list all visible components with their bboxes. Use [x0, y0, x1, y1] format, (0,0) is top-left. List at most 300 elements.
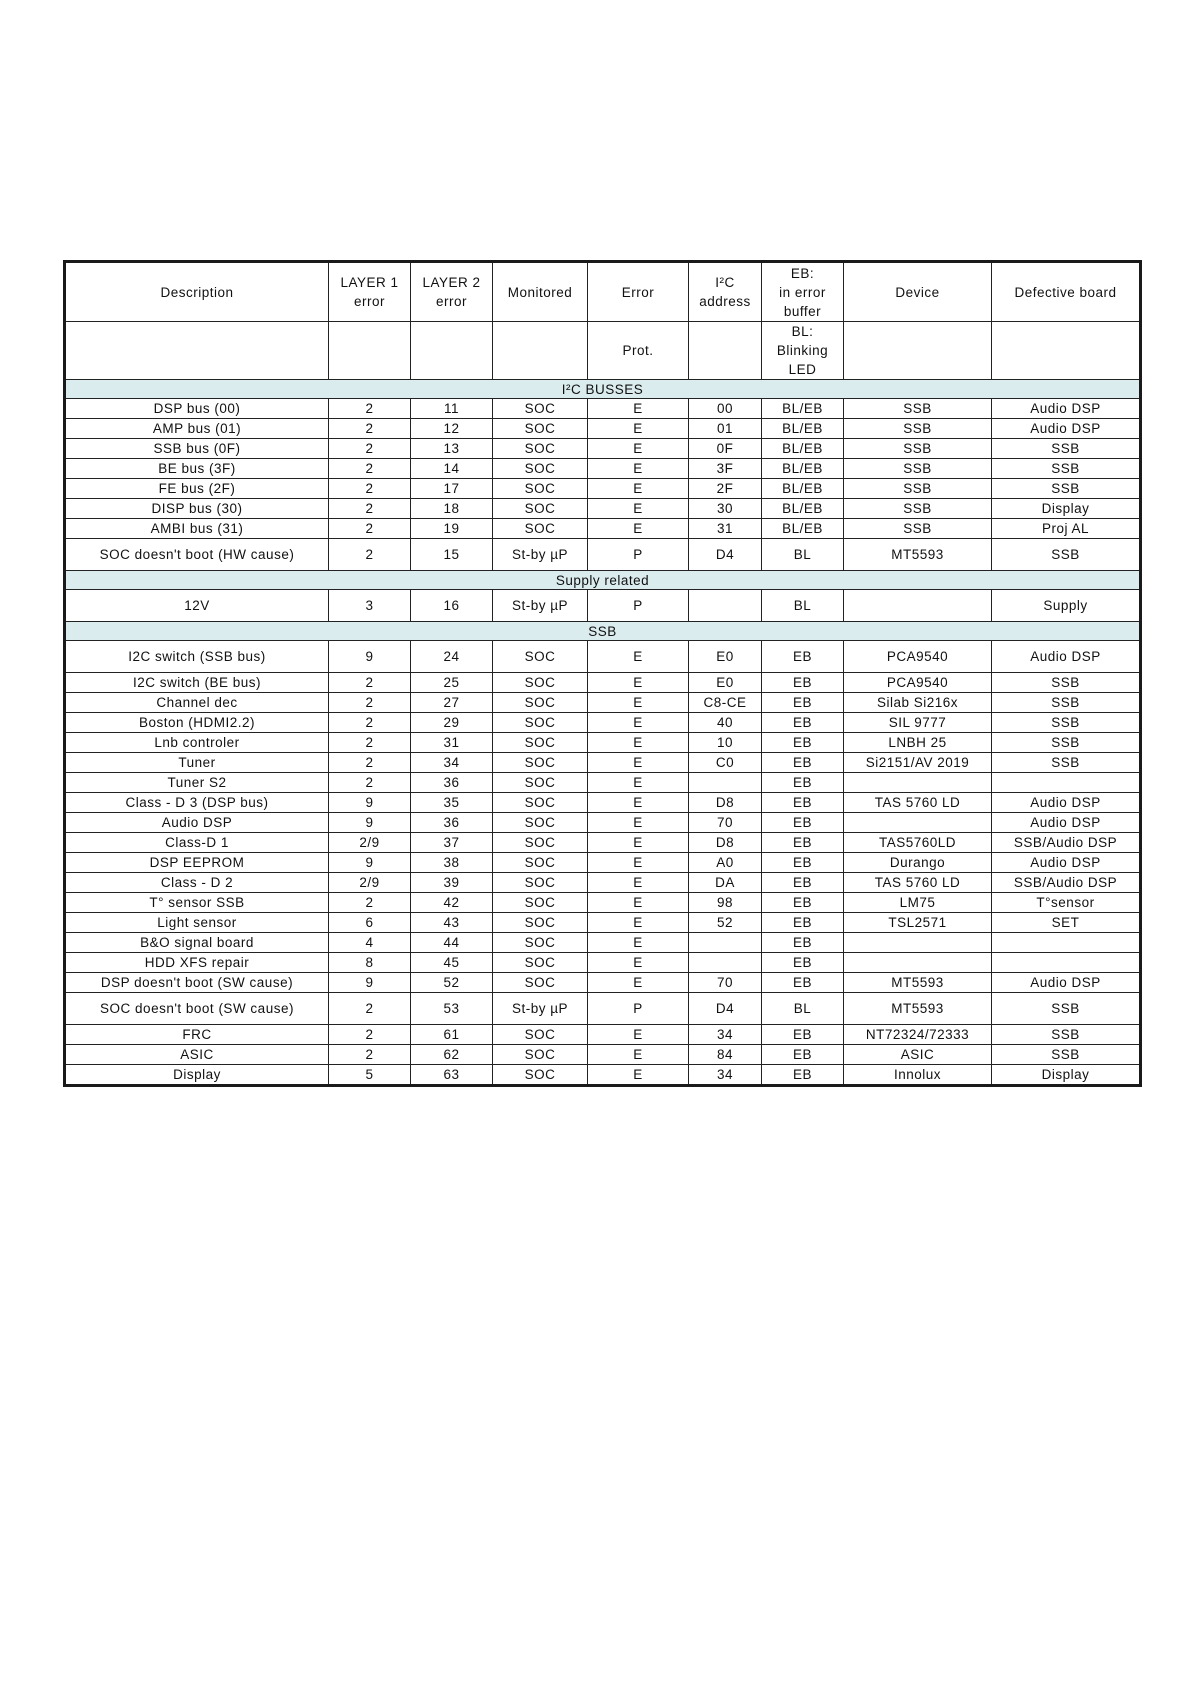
cell-device: [844, 590, 992, 622]
cell-error: E: [588, 853, 689, 873]
cell-eb-bl: EB: [762, 733, 844, 753]
cell-monitored: SOC: [493, 953, 588, 973]
header-eb: EB: in error buffer: [762, 262, 844, 322]
header2-empty: [844, 322, 992, 380]
cell-eb-bl: EB: [762, 833, 844, 853]
header-row: [65, 262, 1141, 322]
cell-layer1: 2: [329, 419, 411, 439]
cell-error: E: [588, 893, 689, 913]
cell-layer2: 62: [411, 1045, 493, 1065]
table-row: [65, 813, 1141, 833]
header-bl: BL: Blinking LED: [762, 322, 844, 380]
cell-eb-bl: BL/EB: [762, 479, 844, 499]
cell-desc: DSP bus (00): [65, 399, 329, 419]
cell-desc: HDD XFS repair: [65, 953, 329, 973]
cell-device: SSB: [844, 459, 992, 479]
cell-layer1: 6: [329, 913, 411, 933]
cell-i2c-address: [689, 773, 762, 793]
header-row-2: [65, 322, 1141, 380]
header2-empty: [65, 322, 329, 380]
cell-layer2: 53: [411, 993, 493, 1025]
cell-monitored: SOC: [493, 499, 588, 519]
cell-device: [844, 813, 992, 833]
table-row: [65, 1045, 1141, 1065]
header2-empty: [411, 322, 493, 380]
cell-eb-bl: EB: [762, 673, 844, 693]
cell-layer1: 2: [329, 893, 411, 913]
cell-monitored: SOC: [493, 459, 588, 479]
table-row: [65, 753, 1141, 773]
cell-layer2: 17: [411, 479, 493, 499]
table-row: [65, 933, 1141, 953]
cell-layer2: 19: [411, 519, 493, 539]
cell-desc: Lnb controler: [65, 733, 329, 753]
cell-error: E: [588, 519, 689, 539]
cell-error: P: [588, 590, 689, 622]
cell-desc: AMBI bus (31): [65, 519, 329, 539]
header2-empty: [329, 322, 411, 380]
table-row: [65, 399, 1141, 419]
cell-layer1: 2: [329, 539, 411, 571]
cell-layer2: 45: [411, 953, 493, 973]
cell-device: TAS 5760 LD: [844, 873, 992, 893]
cell-eb-bl: BL/EB: [762, 499, 844, 519]
cell-monitored: SOC: [493, 873, 588, 893]
cell-monitored: St-by µP: [493, 590, 588, 622]
cell-desc: I2C switch (BE bus): [65, 673, 329, 693]
table-row: [65, 873, 1141, 893]
table-row: [65, 459, 1141, 479]
table-row: [65, 439, 1141, 459]
cell-eb-bl: BL/EB: [762, 519, 844, 539]
cell-desc: Audio DSP: [65, 813, 329, 833]
cell-defective-board: Audio DSP: [992, 973, 1141, 993]
cell-i2c-address: 70: [689, 813, 762, 833]
cell-layer2: 14: [411, 459, 493, 479]
table-row: [65, 499, 1141, 519]
cell-layer1: 2: [329, 459, 411, 479]
cell-desc: Tuner: [65, 753, 329, 773]
cell-layer2: 38: [411, 853, 493, 873]
cell-monitored: SOC: [493, 733, 588, 753]
cell-device: PCA9540: [844, 641, 992, 673]
cell-error: E: [588, 753, 689, 773]
cell-i2c-address: 2F: [689, 479, 762, 499]
cell-i2c-address: E0: [689, 673, 762, 693]
cell-i2c-address: A0: [689, 853, 762, 873]
cell-monitored: SOC: [493, 419, 588, 439]
header-error-prot: Prot.: [588, 322, 689, 380]
cell-desc: Light sensor: [65, 913, 329, 933]
cell-device: TSL2571: [844, 913, 992, 933]
cell-desc: Class - D 2: [65, 873, 329, 893]
cell-i2c-address: 40: [689, 713, 762, 733]
cell-layer2: 13: [411, 439, 493, 459]
cell-defective-board: Audio DSP: [992, 399, 1141, 419]
cell-device: MT5593: [844, 993, 992, 1025]
cell-device: MT5593: [844, 539, 992, 571]
cell-i2c-address: [689, 953, 762, 973]
cell-device: SSB: [844, 419, 992, 439]
cell-desc: DSP doesn't boot (SW cause): [65, 973, 329, 993]
cell-i2c-address: D8: [689, 833, 762, 853]
cell-eb-bl: EB: [762, 853, 844, 873]
cell-layer2: 11: [411, 399, 493, 419]
cell-defective-board: SSB: [992, 733, 1141, 753]
cell-monitored: SOC: [493, 753, 588, 773]
cell-layer1: 2: [329, 673, 411, 693]
cell-device: [844, 773, 992, 793]
cell-defective-board: SSB: [992, 693, 1141, 713]
cell-i2c-address: 34: [689, 1065, 762, 1086]
cell-error: E: [588, 673, 689, 693]
cell-i2c-address: 52: [689, 913, 762, 933]
cell-eb-bl: EB: [762, 693, 844, 713]
cell-monitored: SOC: [493, 973, 588, 993]
cell-desc: FRC: [65, 1025, 329, 1045]
cell-error: E: [588, 813, 689, 833]
cell-defective-board: Supply: [992, 590, 1141, 622]
cell-defective-board: [992, 953, 1141, 973]
cell-defective-board: Audio DSP: [992, 813, 1141, 833]
cell-error: E: [588, 439, 689, 459]
cell-error: E: [588, 479, 689, 499]
cell-layer2: 18: [411, 499, 493, 519]
cell-monitored: SOC: [493, 641, 588, 673]
cell-monitored: SOC: [493, 1065, 588, 1086]
cell-error: E: [588, 693, 689, 713]
cell-desc: T° sensor SSB: [65, 893, 329, 913]
cell-eb-bl: EB: [762, 873, 844, 893]
cell-layer2: 25: [411, 673, 493, 693]
cell-error: E: [588, 399, 689, 419]
cell-i2c-address: 00: [689, 399, 762, 419]
cell-i2c-address: E0: [689, 641, 762, 673]
cell-defective-board: [992, 773, 1141, 793]
cell-error: E: [588, 773, 689, 793]
cell-defective-board: [992, 933, 1141, 953]
cell-defective-board: SSB: [992, 1045, 1141, 1065]
cell-layer1: 5: [329, 1065, 411, 1086]
cell-i2c-address: 01: [689, 419, 762, 439]
cell-device: MT5593: [844, 973, 992, 993]
cell-monitored: SOC: [493, 933, 588, 953]
table-row: [65, 853, 1141, 873]
cell-layer1: 9: [329, 853, 411, 873]
cell-layer1: 2: [329, 439, 411, 459]
cell-eb-bl: EB: [762, 893, 844, 913]
cell-eb-bl: EB: [762, 1045, 844, 1065]
cell-i2c-address: 70: [689, 973, 762, 993]
table-row: [65, 539, 1141, 571]
cell-error: E: [588, 873, 689, 893]
cell-device: SSB: [844, 499, 992, 519]
table-row: [65, 419, 1141, 439]
cell-i2c-address: 3F: [689, 459, 762, 479]
cell-layer2: 15: [411, 539, 493, 571]
cell-error: E: [588, 833, 689, 853]
cell-i2c-address: [689, 590, 762, 622]
cell-error: E: [588, 641, 689, 673]
error-code-table: [63, 260, 1142, 1087]
cell-layer1: 9: [329, 793, 411, 813]
section-title: SSB: [65, 622, 1141, 641]
cell-monitored: SOC: [493, 793, 588, 813]
cell-layer1: 8: [329, 953, 411, 973]
cell-desc: SOC doesn't boot (SW cause): [65, 993, 329, 1025]
cell-eb-bl: BL: [762, 590, 844, 622]
cell-device: ASIC: [844, 1045, 992, 1065]
cell-device: LM75: [844, 893, 992, 913]
cell-defective-board: SSB: [992, 479, 1141, 499]
cell-defective-board: SSB: [992, 713, 1141, 733]
cell-desc: DSP EEPROM: [65, 853, 329, 873]
cell-device: SIL 9777: [844, 713, 992, 733]
cell-defective-board: SSB: [992, 459, 1141, 479]
cell-device: TAS5760LD: [844, 833, 992, 853]
cell-device: Innolux: [844, 1065, 992, 1086]
cell-monitored: SOC: [493, 813, 588, 833]
cell-error: E: [588, 1025, 689, 1045]
cell-device: PCA9540: [844, 673, 992, 693]
table-row: [65, 1065, 1141, 1086]
cell-i2c-address: 34: [689, 1025, 762, 1045]
cell-eb-bl: EB: [762, 813, 844, 833]
cell-eb-bl: EB: [762, 913, 844, 933]
cell-desc: B&O signal board: [65, 933, 329, 953]
cell-error: E: [588, 713, 689, 733]
cell-defective-board: SSB: [992, 753, 1141, 773]
table-row: [65, 793, 1141, 813]
header-description: Description: [65, 262, 329, 322]
cell-monitored: SOC: [493, 893, 588, 913]
cell-i2c-address: C0: [689, 753, 762, 773]
cell-layer2: 12: [411, 419, 493, 439]
cell-layer2: 52: [411, 973, 493, 993]
cell-defective-board: Audio DSP: [992, 641, 1141, 673]
cell-layer1: 2: [329, 1025, 411, 1045]
cell-device: [844, 953, 992, 973]
cell-eb-bl: BL/EB: [762, 399, 844, 419]
table-row: [65, 733, 1141, 753]
cell-defective-board: SSB/Audio DSP: [992, 833, 1141, 853]
cell-eb-bl: EB: [762, 1065, 844, 1086]
cell-desc: DISP bus (30): [65, 499, 329, 519]
cell-monitored: SOC: [493, 693, 588, 713]
cell-monitored: SOC: [493, 773, 588, 793]
cell-layer1: 2: [329, 499, 411, 519]
cell-device: SSB: [844, 399, 992, 419]
table-row: [65, 641, 1141, 673]
cell-defective-board: Display: [992, 1065, 1141, 1086]
cell-desc: 12V: [65, 590, 329, 622]
cell-eb-bl: BL: [762, 993, 844, 1025]
section-header: [65, 380, 1141, 399]
cell-i2c-address: 31: [689, 519, 762, 539]
cell-device: SSB: [844, 519, 992, 539]
cell-monitored: SOC: [493, 399, 588, 419]
cell-desc: FE bus (2F): [65, 479, 329, 499]
header-defective-board: Defective board: [992, 262, 1141, 322]
header2-empty: [689, 322, 762, 380]
cell-monitored: SOC: [493, 853, 588, 873]
header-layer1: LAYER 1 error: [329, 262, 411, 322]
cell-device: Durango: [844, 853, 992, 873]
cell-layer2: 16: [411, 590, 493, 622]
cell-i2c-address: D8: [689, 793, 762, 813]
section-title: Supply related: [65, 571, 1141, 590]
cell-defective-board: SSB: [992, 673, 1141, 693]
cell-desc: Class-D 1: [65, 833, 329, 853]
cell-defective-board: SSB: [992, 993, 1141, 1025]
header-monitored: Monitored: [493, 262, 588, 322]
cell-monitored: St-by µP: [493, 993, 588, 1025]
cell-desc: ASIC: [65, 1045, 329, 1065]
cell-desc: Tuner S2: [65, 773, 329, 793]
header2-empty: [992, 322, 1141, 380]
cell-desc: Class - D 3 (DSP bus): [65, 793, 329, 813]
cell-layer1: 2: [329, 693, 411, 713]
cell-layer1: 2: [329, 399, 411, 419]
table-row: [65, 590, 1141, 622]
cell-monitored: SOC: [493, 713, 588, 733]
cell-desc: AMP bus (01): [65, 419, 329, 439]
cell-i2c-address: 10: [689, 733, 762, 753]
cell-layer1: 9: [329, 641, 411, 673]
cell-desc: I2C switch (SSB bus): [65, 641, 329, 673]
cell-monitored: SOC: [493, 1045, 588, 1065]
cell-defective-board: SSB: [992, 439, 1141, 459]
cell-error: E: [588, 793, 689, 813]
cell-defective-board: SSB/Audio DSP: [992, 873, 1141, 893]
cell-layer1: 4: [329, 933, 411, 953]
cell-eb-bl: EB: [762, 1025, 844, 1045]
cell-layer2: 43: [411, 913, 493, 933]
cell-device: TAS 5760 LD: [844, 793, 992, 813]
cell-layer2: 29: [411, 713, 493, 733]
cell-i2c-address: D4: [689, 993, 762, 1025]
cell-device: Si2151/AV 2019: [844, 753, 992, 773]
cell-error: P: [588, 993, 689, 1025]
cell-defective-board: Display: [992, 499, 1141, 519]
cell-desc: Channel dec: [65, 693, 329, 713]
cell-i2c-address: C8-CE: [689, 693, 762, 713]
table-row: [65, 993, 1141, 1025]
cell-eb-bl: EB: [762, 953, 844, 973]
cell-i2c-address: 98: [689, 893, 762, 913]
cell-defective-board: T°sensor: [992, 893, 1141, 913]
cell-eb-bl: EB: [762, 793, 844, 813]
cell-error: E: [588, 933, 689, 953]
table-row: [65, 479, 1141, 499]
cell-desc: SSB bus (0F): [65, 439, 329, 459]
cell-error: E: [588, 953, 689, 973]
cell-error: E: [588, 459, 689, 479]
cell-desc: Boston (HDMI2.2): [65, 713, 329, 733]
cell-error: E: [588, 419, 689, 439]
header-layer2: LAYER 2 error: [411, 262, 493, 322]
cell-i2c-address: DA: [689, 873, 762, 893]
cell-layer1: 2: [329, 1045, 411, 1065]
cell-defective-board: SET: [992, 913, 1141, 933]
cell-eb-bl: EB: [762, 713, 844, 733]
cell-layer2: 36: [411, 813, 493, 833]
section-header: [65, 622, 1141, 641]
cell-monitored: SOC: [493, 479, 588, 499]
cell-device: Silab Si216x: [844, 693, 992, 713]
table-row: [65, 833, 1141, 853]
section-title: I²C BUSSES: [65, 380, 1141, 399]
cell-device: SSB: [844, 439, 992, 459]
table-row: [65, 773, 1141, 793]
cell-defective-board: Audio DSP: [992, 853, 1141, 873]
table-row: [65, 713, 1141, 733]
cell-layer2: 61: [411, 1025, 493, 1045]
header-error: Error: [588, 262, 689, 322]
header-device: Device: [844, 262, 992, 322]
section-header: [65, 571, 1141, 590]
cell-layer2: 42: [411, 893, 493, 913]
cell-layer1: 2: [329, 713, 411, 733]
cell-defective-board: SSB: [992, 539, 1141, 571]
cell-layer1: 3: [329, 590, 411, 622]
cell-error: E: [588, 973, 689, 993]
cell-monitored: SOC: [493, 673, 588, 693]
cell-layer1: 2/9: [329, 873, 411, 893]
cell-layer2: 24: [411, 641, 493, 673]
cell-layer1: 2: [329, 753, 411, 773]
cell-eb-bl: EB: [762, 641, 844, 673]
cell-error: E: [588, 499, 689, 519]
cell-layer2: 39: [411, 873, 493, 893]
cell-eb-bl: EB: [762, 933, 844, 953]
cell-layer1: 9: [329, 813, 411, 833]
cell-layer1: 2: [329, 773, 411, 793]
cell-desc: Display: [65, 1065, 329, 1086]
cell-layer2: 36: [411, 773, 493, 793]
cell-layer2: 63: [411, 1065, 493, 1086]
cell-layer1: 2: [329, 993, 411, 1025]
cell-defective-board: Proj AL: [992, 519, 1141, 539]
cell-desc: SOC doesn't boot (HW cause): [65, 539, 329, 571]
cell-monitored: SOC: [493, 913, 588, 933]
cell-layer1: 2: [329, 519, 411, 539]
table-row: [65, 693, 1141, 713]
cell-i2c-address: D4: [689, 539, 762, 571]
cell-desc: BE bus (3F): [65, 459, 329, 479]
table-row: [65, 673, 1141, 693]
cell-monitored: SOC: [493, 439, 588, 459]
table-row: [65, 1025, 1141, 1045]
cell-error: P: [588, 539, 689, 571]
cell-eb-bl: BL/EB: [762, 439, 844, 459]
cell-device: LNBH 25: [844, 733, 992, 753]
cell-eb-bl: EB: [762, 973, 844, 993]
cell-error: E: [588, 733, 689, 753]
cell-layer2: 35: [411, 793, 493, 813]
cell-defective-board: Audio DSP: [992, 793, 1141, 813]
header-i2c-address: I²C address: [689, 262, 762, 322]
cell-monitored: SOC: [493, 1025, 588, 1045]
cell-layer1: 2/9: [329, 833, 411, 853]
cell-eb-bl: EB: [762, 773, 844, 793]
cell-eb-bl: BL/EB: [762, 419, 844, 439]
cell-error: E: [588, 913, 689, 933]
cell-device: [844, 933, 992, 953]
cell-i2c-address: 30: [689, 499, 762, 519]
cell-error: E: [588, 1065, 689, 1086]
cell-monitored: SOC: [493, 833, 588, 853]
